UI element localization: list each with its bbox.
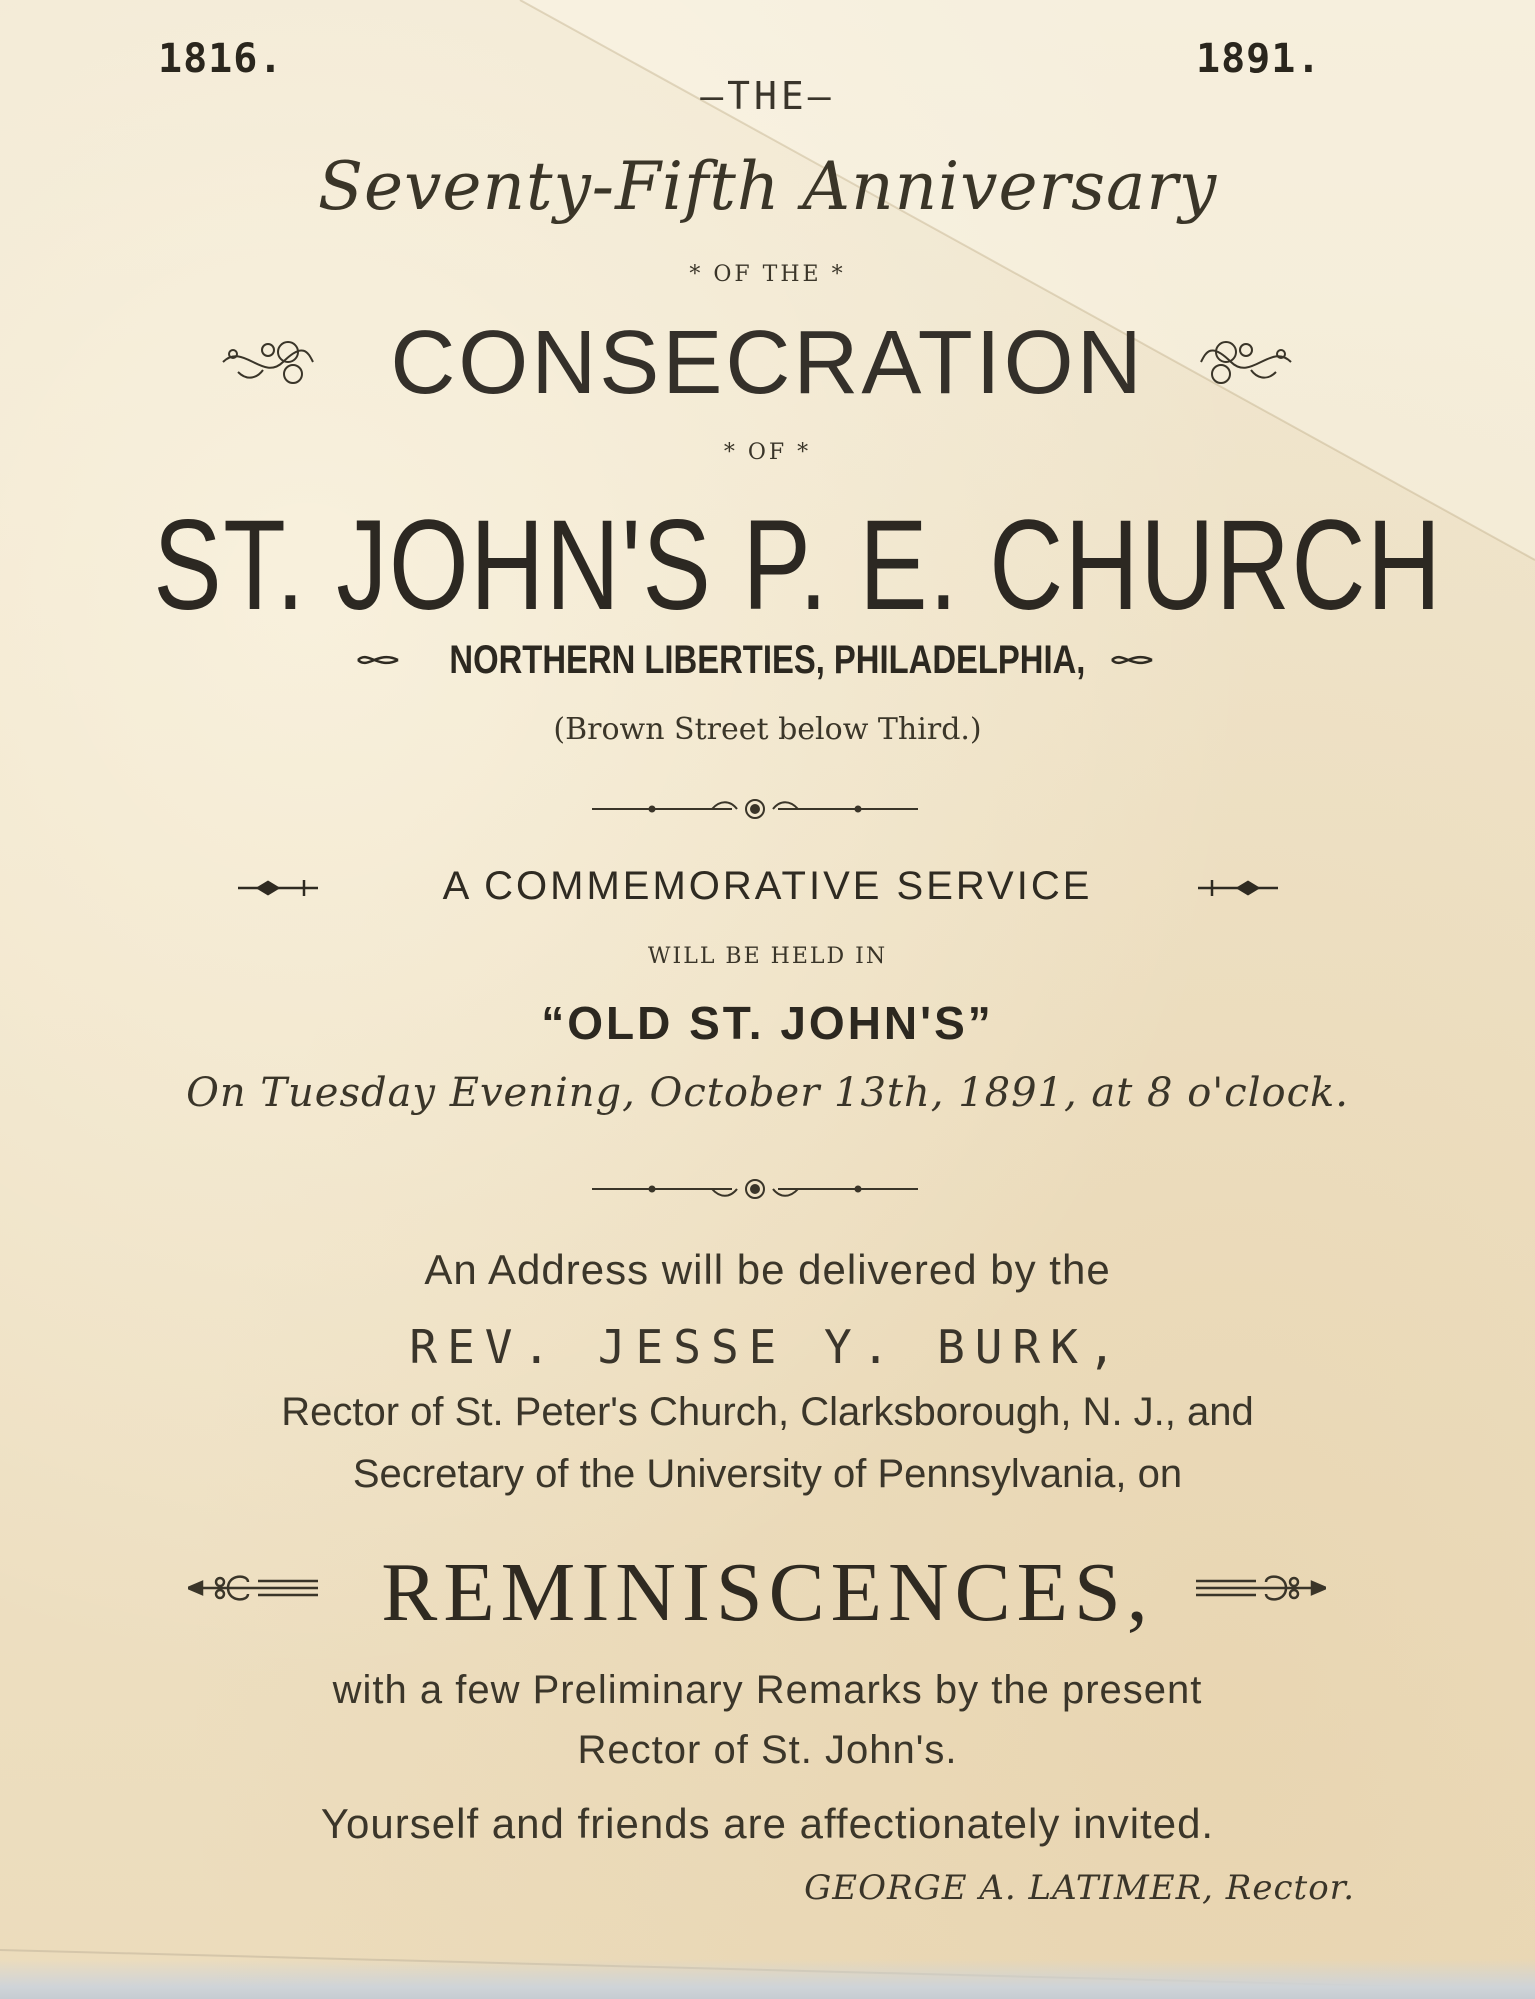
service-heading: A COMMEMORATIVE SERVICE	[442, 864, 1093, 908]
location-line: NORTHERN LIBERTIES, PHILADELPHIA,	[449, 638, 1086, 682]
remarks-line-1: with a few Preliminary Remarks by the present	[332, 1668, 1203, 1712]
anniversary-title: Seventy-Fifth Anniversary	[317, 148, 1218, 225]
scan-edge	[0, 1959, 1535, 1999]
right-leaf-ornament	[1110, 648, 1154, 672]
invitation-line: Yourself and friends are affectionately invited.	[320, 1800, 1215, 1847]
rector-signature: GEORGE A. LATIMER, Rector.	[804, 1868, 1355, 1908]
will-be-held-text: WILL BE HELD IN	[647, 944, 888, 969]
year-end: 1891.	[1196, 36, 1322, 82]
venue-name: “OLD ST. JOHN'S”	[541, 997, 994, 1049]
right-floral-ornament	[1196, 322, 1296, 402]
service-date: On Tuesday Evening, October 13th, 1891, at 8 o'clock.	[186, 1070, 1349, 1116]
speaker-title-line-1: Rector of St. Peter's Church, Clarksborough, N. J., and	[281, 1390, 1254, 1434]
church-name: ST. JOHN'S P. E. CHURCH	[153, 494, 1443, 637]
speaker-name: REV. JESSE Y. BURK,	[409, 1320, 1126, 1374]
consecration-title: CONSECRATION	[390, 313, 1145, 413]
right-arrow-ornament	[1194, 878, 1278, 898]
street-line: (Brown Street below Third.)	[553, 712, 982, 747]
year-start: 1816.	[158, 36, 284, 82]
the-heading: —THE—	[700, 74, 835, 118]
of-text: * OF *	[723, 440, 812, 465]
right-scroll-ornament	[1186, 1568, 1326, 1608]
address-intro: An Address will be delivered by the	[424, 1246, 1111, 1293]
of-the-text: * OF THE *	[689, 262, 846, 287]
divider-ornament-top	[592, 796, 918, 822]
remarks-line-2: Rector of St. John's.	[577, 1728, 958, 1772]
divider-ornament-bottom	[592, 1176, 918, 1202]
speaker-title-line-2: Secretary of the University of Pennsylvania, on	[352, 1452, 1183, 1496]
address-topic: REMINISCENCES,	[381, 1546, 1154, 1639]
